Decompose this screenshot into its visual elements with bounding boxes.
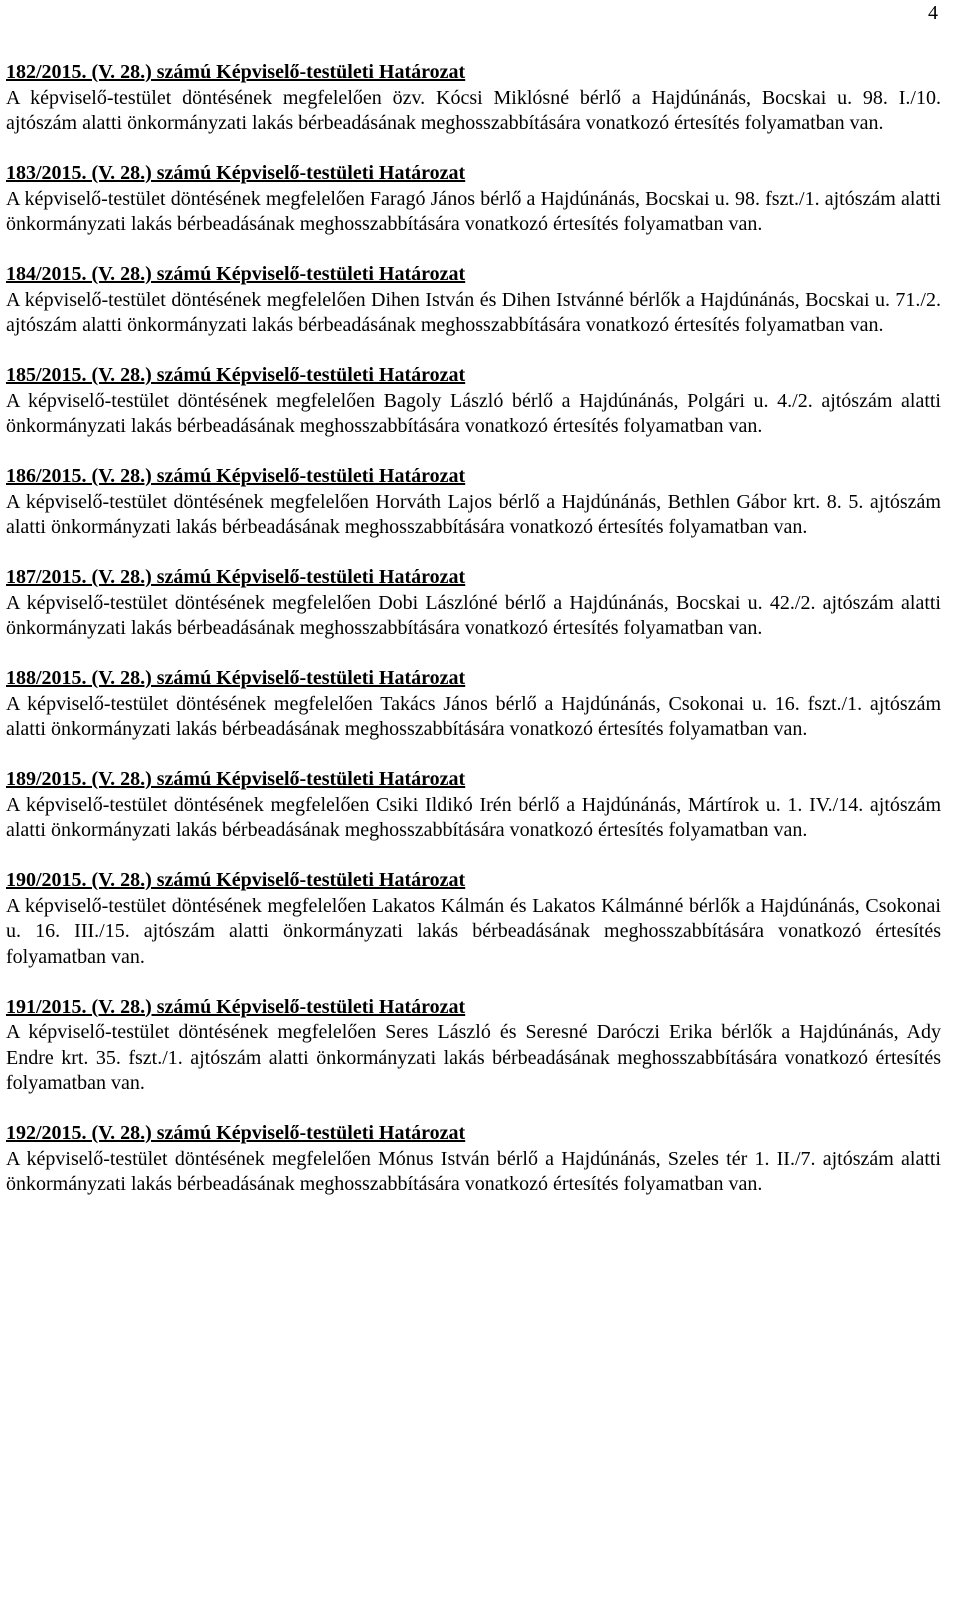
resolution-text: A képviselő-testület döntésének megfelelően Mónus István bérlő a Hajdúnánás, Szeles tér 1. II./7. ajtószám alatti önkormányzati lakás bérbeadásának meghosszabbítására vonatkozó értesítés folyamatban van. xyxy=(6,1147,941,1195)
resolution-184 xyxy=(6,262,941,339)
resolution-189 xyxy=(6,767,941,844)
resolution-188 xyxy=(6,666,941,743)
resolution-187 xyxy=(6,565,941,642)
resolution-text: A képviselő-testület döntésének megfelelően Bagoly László bérlő a Hajdúnánás, Polgári u. 4./2. ajtószám alatti önkormányzati lakás bérbeadásának meghosszabbítására vonatkozó értesítés folyamatban van. xyxy=(6,389,941,437)
page-number: 4 xyxy=(928,2,938,24)
resolution-title: 186/2015. (V. 28.) számú Képviselő-testületi Határozat xyxy=(6,465,466,487)
resolution-185 xyxy=(6,363,941,440)
resolution-190 xyxy=(6,868,941,970)
resolution-title: 185/2015. (V. 28.) számú Képviselő-testületi Határozat xyxy=(6,364,466,386)
resolution-title: 182/2015. (V. 28.) számú Képviselő-testületi Határozat xyxy=(6,61,466,83)
resolution-186 xyxy=(6,464,941,541)
resolution-title: 189/2015. (V. 28.) számú Képviselő-testületi Határozat xyxy=(6,768,466,790)
resolution-text: A képviselő-testület döntésének megfelelően Faragó János bérlő a Hajdúnánás, Bocskai u. 98. fszt./1. ajtószám alatti önkormányzati lakás bérbeadásának meghosszabbítására vonatkozó értesítés folyamatban van. xyxy=(6,187,941,235)
resolution-title: 191/2015. (V. 28.) számú Képviselő-testületi Határozat xyxy=(6,995,466,1018)
resolution-text: A képviselő-testület döntésének megfelelően Lakatos Kálmán és Lakatos Kálmánné bérlők a Hajdúnánás, Csokonai u. 16. III./15. ajtószám alatti önkormányzati lakás bérbeadásának meghosszabbítására vonatkozó értesítés folyamatban van. xyxy=(6,894,941,968)
resolution-text: A képviselő-testület döntésének megfelelően Dihen István és Dihen Istvánné bérlők a Hajdúnánás, Bocskai u. 71./2. ajtószám alatti önkormányzati lakás bérbeadásának meghosszabbítására vonatkozó értesítés folyamatban van. xyxy=(6,288,941,336)
resolution-title: 183/2015. (V. 28.) számú Képviselő-testületi Határozat xyxy=(6,162,466,184)
resolution-title: 192/2015. (V. 28.) számú Képviselő-testületi Határozat xyxy=(6,1122,466,1144)
resolution-text: A képviselő-testület döntésének megfelelően Seres László és Seresné Daróczi Erika bérlők a Hajdúnánás, Ady Endre krt. 35. fszt./1. ajtószám alatti önkormányzati lakás bérbeadásának meghosszabbítására vonatkozó értesítés folyamatban van. xyxy=(6,1021,941,1094)
resolution-text: A képviselő-testület döntésének megfelelően Dobi Lászlóné bérlő a Hajdúnánás, Bocskai u. 42./2. ajtószám alatti önkormányzati lakás bérbeadásának meghosszabbítására vonatkozó értesítés folyamatban van. xyxy=(6,591,941,639)
resolution-text: A képviselő-testület döntésének megfelelően Csiki Ildikó Irén bérlő a Hajdúnánás, Mártírok u. 1. IV./14. ajtószám alatti önkormányzati lakás bérbeadásának meghosszabbítására vonatkozó értesítés folyamatban van. xyxy=(6,793,941,841)
resolution-title: 187/2015. (V. 28.) számú Képviselő-testületi Határozat xyxy=(6,566,466,588)
resolution-text: A képviselő-testület döntésének megfelelően özv. Kócsi Miklósné bérlő a Hajdúnánás, Bocskai u. 98. I./10. ajtószám alatti önkormányzati lakás bérbeadásának meghosszabbítására vonatkozó értesítés folyamatban van. xyxy=(6,86,941,134)
resolution-text: A képviselő-testület döntésének megfelelően Horváth Lajos bérlő a Hajdúnánás, Bethlen Gábor krt. 8. 5. ajtószám alatti önkormányzati lakás bérbeadásának meghosszabbítására vonatkozó értesítés folyamatban van. xyxy=(6,490,941,538)
resolution-192 xyxy=(6,1121,941,1198)
resolution-title: 184/2015. (V. 28.) számú Képviselő-testületi Határozat xyxy=(6,263,466,285)
resolution-182 xyxy=(6,60,941,137)
resolution-191 xyxy=(6,995,941,1097)
resolution-title: 190/2015. (V. 28.) számú Képviselő-testületi Határozat xyxy=(6,869,466,891)
resolution-183 xyxy=(6,161,941,238)
resolution-title: 188/2015. (V. 28.) számú Képviselő-testületi Határozat xyxy=(6,667,466,689)
document-body xyxy=(6,60,941,1222)
resolution-text: A képviselő-testület döntésének megfelelően Takács János bérlő a Hajdúnánás, Csokonai u. 16. fszt./1. ajtószám alatti önkormányzati lakás bérbeadásának meghosszabbítására vonatkozó értesítés folyamatban van. xyxy=(6,692,941,740)
